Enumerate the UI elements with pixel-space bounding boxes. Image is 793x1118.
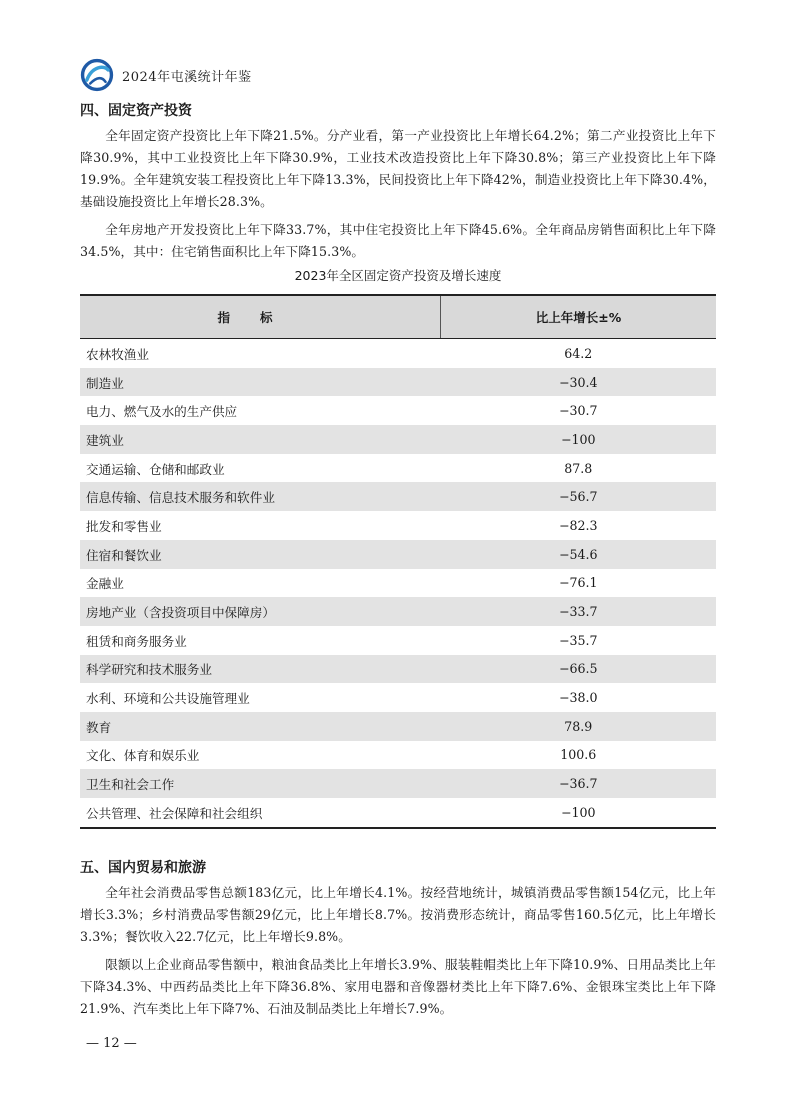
indicator-name-cell: 水利、环境和公共设施管理业 <box>86 691 250 707</box>
indicator-name-cell: 公共管理、社会保障和社会组织 <box>80 798 441 828</box>
growth-value-cell: −35.7 <box>558 632 598 648</box>
table-row <box>80 425 716 454</box>
section-trade-tourism <box>80 857 716 1020</box>
table-row <box>80 769 716 798</box>
indicator-name-cell: 建筑业 <box>86 432 124 448</box>
indicator-name-cell: 文化、体育和娱乐业 <box>86 748 200 764</box>
growth-value-cell: −38.0 <box>558 690 598 706</box>
page-content <box>80 100 716 1020</box>
indicator-name-cell: 金融业 <box>86 576 124 592</box>
table-row <box>80 712 716 741</box>
table-row <box>80 339 716 368</box>
table-row <box>80 396 716 425</box>
section-heading-investment: 四、固定资产投资 <box>80 103 192 119</box>
growth-value-cell: −66.5 <box>558 661 598 677</box>
indicator-name-cell: 卫生和社会工作 <box>86 777 175 793</box>
table-caption: 2023年全区固定资产投资及增长速度 <box>294 268 502 283</box>
indicator-name-cell: 科学研究和技术服务业 <box>86 662 212 678</box>
paragraph: 全年社会消费品零售总额183亿元，比上年增长4.1%。按经营地统计，城镇消费品零售额154亿元，比上年增长3.3%；乡村消费品零售额29亿元，比上年增长8.7%。按消费形态统计，商品零售160.5亿元，比上年增长3.3%；餐饮收入22.7亿元，比上年增长9.8%。 <box>80 884 716 944</box>
table-body <box>80 339 716 828</box>
yearbook-logo-icon <box>80 58 114 92</box>
table-row <box>80 626 716 655</box>
growth-value-cell: −56.7 <box>558 489 598 505</box>
indicator-name-cell: 住宿和餐饮业 <box>86 547 162 563</box>
table-row <box>80 540 716 569</box>
growth-value-cell: −36.7 <box>558 776 598 792</box>
growth-value-cell: 78.9 <box>564 718 593 734</box>
growth-value-cell: −82.3 <box>558 517 598 533</box>
table-row <box>80 569 716 598</box>
page-number: — 12 — <box>86 1036 137 1051</box>
indicator-name-cell: 批发和零售业 <box>86 518 162 534</box>
growth-value-cell: 64.2 <box>564 345 593 361</box>
growth-value-cell: −100 <box>441 798 717 828</box>
indicator-name-cell: 农林牧渔业 <box>86 346 149 362</box>
indicator-name-cell: 租赁和商务服务业 <box>86 633 187 649</box>
paragraph: 限额以上企业商品零售额中，粮油食品类比上年增长3.9%、服装鞋帽类比上年下降10.9%、日用品类比上年下降34.3%、中西药品类比上年下降36.8%、家用电器和音像器材类比上年下降7.6%、金银珠宝类比上年下降21.9%、汽车类比上年下降7%、石油及制品类比上年增长7.9%。 <box>80 956 716 1016</box>
investment-table <box>80 294 716 829</box>
growth-value-cell: −30.7 <box>558 403 598 419</box>
paragraph: 全年房地产开发投资比上年下降33.7%，其中住宅投资比上年下降45.6%。全年商品房销售面积比上年下降34.5%，其中：住宅销售面积比上年下降15.3%。 <box>80 222 716 259</box>
section-heading-trade: 五、国内贸易和旅游 <box>80 859 206 876</box>
table-row <box>80 683 716 712</box>
growth-value-cell: −33.7 <box>558 604 598 620</box>
column-header-growth: 比上年增长±% <box>441 295 717 339</box>
growth-value-cell: 100.6 <box>560 747 597 763</box>
paragraph: 全年固定资产投资比上年下降21.5%。分产业看，第一产业投资比上年增长64.2%；第二产业投资比上年下降30.9%，其中工业投资比上年下降30.9%，工业技术改造投资比上年下降30.8%；第三产业投资比上年下降19.9%。全年建筑安装工程投资比上年下降13.3%，民间投资比上年下降42%，制造业投资比上年下降30.4%，基础设施投资比上年增长28.3%。 <box>80 128 716 209</box>
column-header-indicator: 指标 <box>80 295 441 339</box>
table-row <box>80 482 716 511</box>
table-row <box>80 798 716 828</box>
table-header-row <box>80 295 716 339</box>
indicator-name-cell: 电力、燃气及水的生产供应 <box>86 404 238 420</box>
growth-value-cell: −76.1 <box>558 575 598 591</box>
table-row <box>80 368 716 397</box>
table-row <box>80 511 716 540</box>
table-row <box>80 597 716 626</box>
table-row <box>80 655 716 684</box>
table-row <box>80 741 716 770</box>
growth-value-cell: −30.4 <box>558 374 598 390</box>
indicator-name-cell: 交通运输、仓储和邮政业 <box>86 461 225 477</box>
growth-value-cell: 87.8 <box>564 460 593 476</box>
page-header <box>80 58 252 92</box>
indicator-name-cell: 房地产业（含投资项目中保障房） <box>86 605 275 621</box>
indicator-name-cell: 制造业 <box>86 375 124 391</box>
table-row <box>80 454 716 483</box>
indicator-name-cell: 信息传输、信息技术服务和软件业 <box>86 490 275 506</box>
yearbook-title: 2024年屯溪统计年鉴 <box>122 69 252 85</box>
growth-value-cell: −54.6 <box>558 546 598 562</box>
growth-value-cell: −100 <box>560 431 596 447</box>
indicator-name-cell: 教育 <box>86 719 112 735</box>
